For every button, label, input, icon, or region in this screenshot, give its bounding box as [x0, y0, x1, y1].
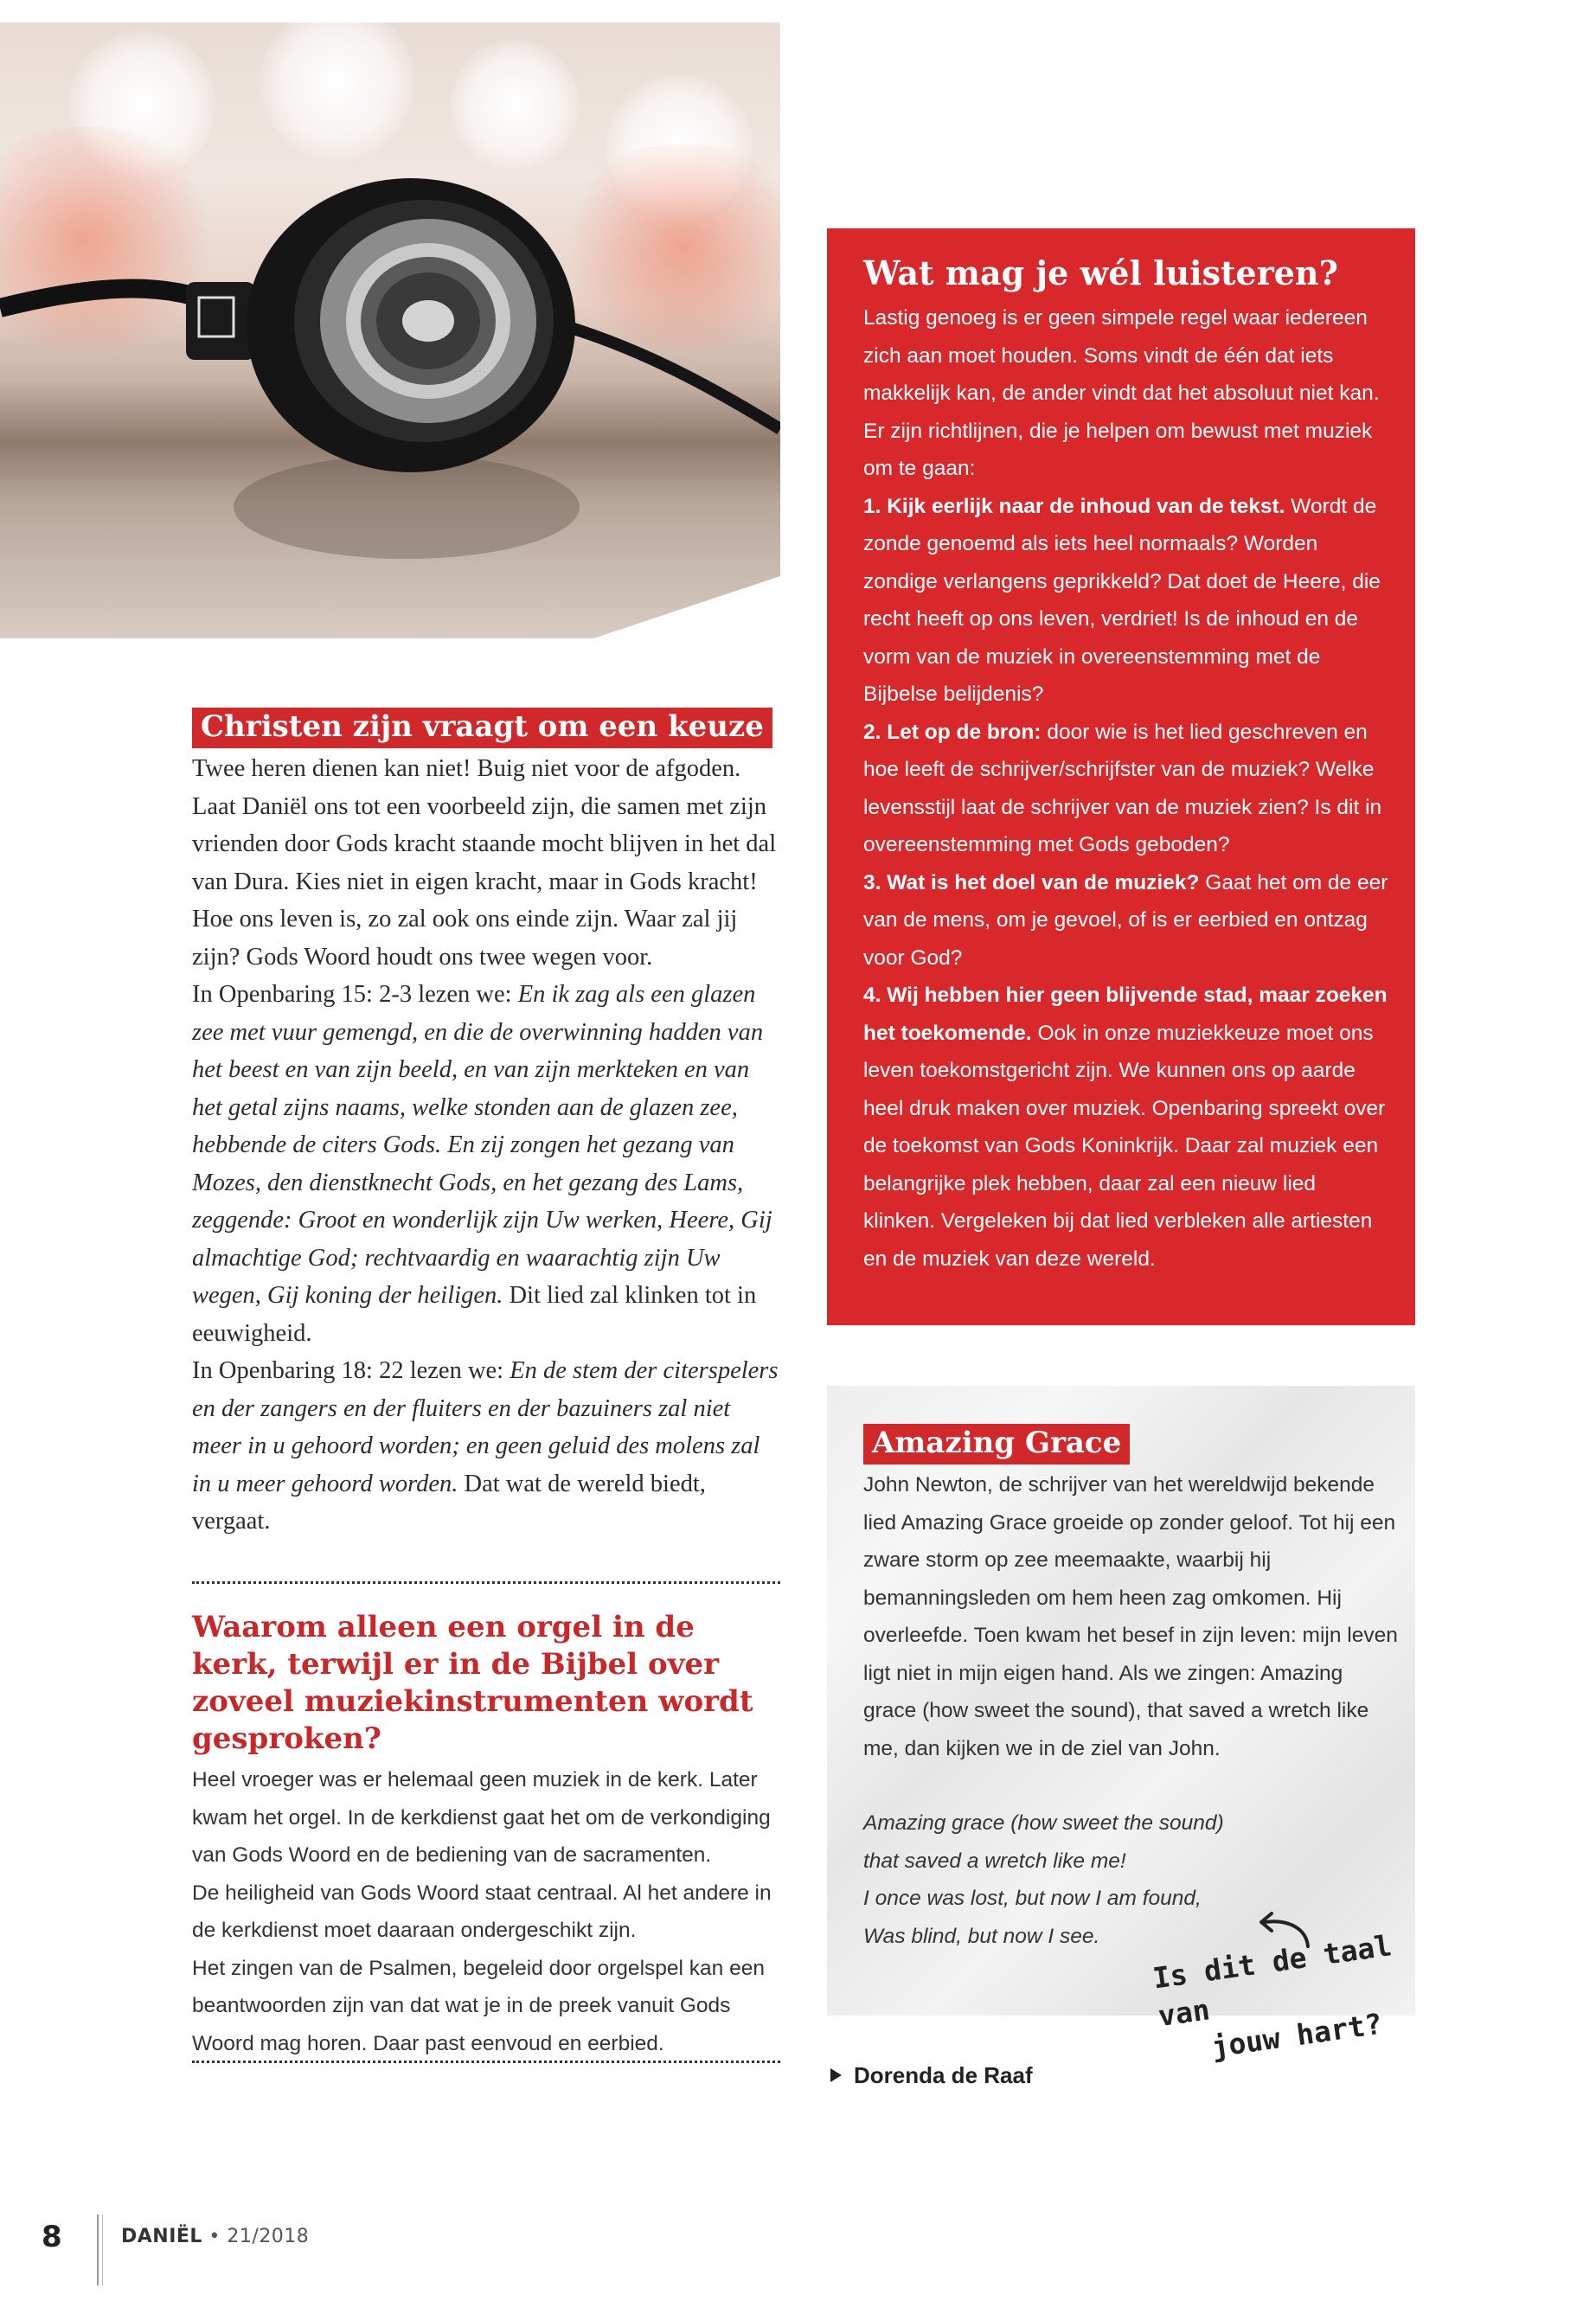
luisteren-point-4: 4. Wij hebben hier geen blijvende stad, maar zoeken het toekomende. Ook in onze muziekkeuze moet ons leven toekomstgericht zijn. We kunnen ons op aarde heel druk maken over muziek. Openbaring spreekt over de toekomst van Gods Koninkrijk. Daar zal muziek een belangrijke plek hebben, daar zal een nieuw lied klinken. Vergeleken bij dat lied verbleken alle artiesten en de muziek van deze wereld.: [863, 984, 1388, 1271]
handwritten-line-1: Is dit de taal van: [1151, 1928, 1394, 2034]
section-orgel-heading: Waarom alleen een orgel in de kerk, terwijl er in de Bijbel over zoveel muziekinstrumenten wordt gesproken?: [192, 1610, 753, 1756]
amazing-grace-text: John Newton, de schrijver van het wereldwijd bekende lied Amazing Grace groeide op zonder geloof. Tot hij een zware storm op zee meemaakte, waarbij hij bemanningsleden om hem heen zag omkomen. Hij overleefde. Toen kwam het besef in zijn leven: mijn leven ligt niet in mijn eigen hand. Als we zingen: Amazing grace (how sweet the sound), that saved a wretch like me, dan kijken we in de ziel van John.: [863, 1473, 1398, 1760]
footer-rule: [97, 2214, 101, 2285]
section-christen-heading: Christen zijn vraagt om een keuze: [192, 708, 772, 748]
poem-line: I once was lost, but now I am found,: [863, 1887, 1202, 1911]
p2-end: Dit lied zal klinken tot in eeuwigheid.: [192, 1282, 757, 1347]
author-name: Dorenda de Raaf: [854, 2062, 1033, 2088]
handwritten-line-2: jouw hart?: [1208, 2006, 1385, 2064]
footer-rule: [102, 2214, 104, 2285]
luisteren-intro: Lastig genoeg is er geen simpele regel waar iedereen zich aan moet houden. Soms vindt de één dat iets makkelijk kan, de ander vindt dat het absoluut niet kan. Er zijn richtlijnen, die je helpen om bewust met muziek om te gaan:: [863, 306, 1380, 480]
section-orgel: [192, 1609, 780, 2062]
headphones-photo: [0, 22, 780, 638]
amazing-grace-poem: [863, 1804, 1400, 1955]
p3-intro: In Openbaring 18: 22 lezen we:: [192, 1357, 510, 1385]
magazine-name: DANIËL: [121, 2226, 202, 2247]
p2-intro: In Openbaring 15: 2-3 lezen we:: [192, 981, 518, 1009]
footer-magazine: DANIËL • 21/2018: [121, 2226, 310, 2247]
dotted-divider-2: [192, 2052, 780, 2063]
section-christen-p2: [192, 976, 780, 1352]
section-orgel-p2: De heiligheid van Gods Woord staat centraal. Al het andere in de kerkdienst moet daaraan ondergeschikt zijn.: [192, 1881, 772, 1942]
poem-line: Amazing grace (how sweet the sound): [863, 1811, 1224, 1836]
p2-quote: En ik zag als een glazen zee met vuur gemengd, en die de overwinning hadden van het beest en van zijn beeld, en van zijn merkteken en van het getal zijns naams, welke stonden aan de glazen zee, hebbende de citers Gods. En zij zongen het gezang van Mozes, den dienstknecht Gods, en het gezang des Lams, zeggende: Groot en wonderlijk zijn Uw werken, Heere, Gij almachtige God; rechtvaardig en waarachtig zijn Uw wegen, Gij koning der heiligen.: [192, 981, 772, 1310]
p3-end: Dat wat de wereld biedt, vergaat.: [192, 1470, 706, 1535]
amazing-grace-box: [827, 1386, 1415, 2016]
section-christen: [192, 708, 780, 1541]
luisteren-title: Wat mag je wél luisteren?: [863, 253, 1338, 292]
play-triangle-icon: [830, 2068, 842, 2082]
section-orgel-p1: Heel vroeger was er helemaal geen muziek in de kerk. Later kwam het orgel. In de kerkdienst gaat het om de verkondiging van Gods Woord en de bediening van de sacramenten.: [192, 1768, 771, 1867]
luisteren-point-3: 3. Wat is het doel van de muziek? Gaat het om de eer van de mens, om je gevoel, of is er eerbied en ontzag voor God?: [863, 870, 1388, 970]
issue-number: 21/2018: [227, 2226, 310, 2247]
section-christen-p1: Twee heren dienen kan niet! Buig niet voor de afgoden. Laat Daniël ons tot een voorbeeld zijn, die samen met zijn vrienden door Gods kracht staande mocht blijven in het dal van Dura. Kies niet in eigen kracht, maar in Gods kracht! Hoe ons leven is, zo zal ook ons einde zijn. Waar zal jij zijn? Gods Woord houdt ons twee wegen voor.: [192, 755, 777, 971]
luisteren-box: [827, 228, 1415, 1325]
poem-line: Was blind, but now I see.: [863, 1924, 1100, 1948]
luisteren-point-1: 1. Kijk eerlijk naar de inhoud van de tekst. Wordt de zonde genoemd als iets heel normaals? Worden zondige verlangens geprikkeld? Dat doet de Heere, die recht heeft op ons leven, verdriet! Is de inhoud en de vorm van de muziek in overeenstemming met de Bijbelse belijdenis?: [863, 494, 1381, 706]
poem-line: that saved a wretch like me!: [863, 1849, 1126, 1873]
dotted-divider-1: [192, 1573, 780, 1584]
section-orgel-p3: Het zingen van de Psalmen, begeleid door orgelspel kan een beantwoorden zijn van dat wat je in de preek vanuit Gods Woord mag horen. Daar past eenvoud en eerbied.: [192, 1956, 765, 2055]
luisteren-point-2: 2. Let op de bron: door wie is het lied geschreven en hoe leeft de schrijver/schrijfster van de muziek? Welke levensstijl laat de schrijver van de muziek zien? Is dit in overeenstemming met Gods geboden?: [863, 720, 1382, 856]
author-credit: [830, 2062, 1033, 2089]
page-number: 8: [42, 2220, 62, 2254]
section-christen-p3: [192, 1352, 780, 1541]
amazing-grace-heading: Amazing Grace: [863, 1424, 1130, 1465]
p3-quote: En de stem der citerspelers en der zangers en der fluiters en der bazuiners zal niet meer in u gehoord worden; en geen geluid des molens zal in u meer gehoord worden.: [192, 1357, 779, 1497]
